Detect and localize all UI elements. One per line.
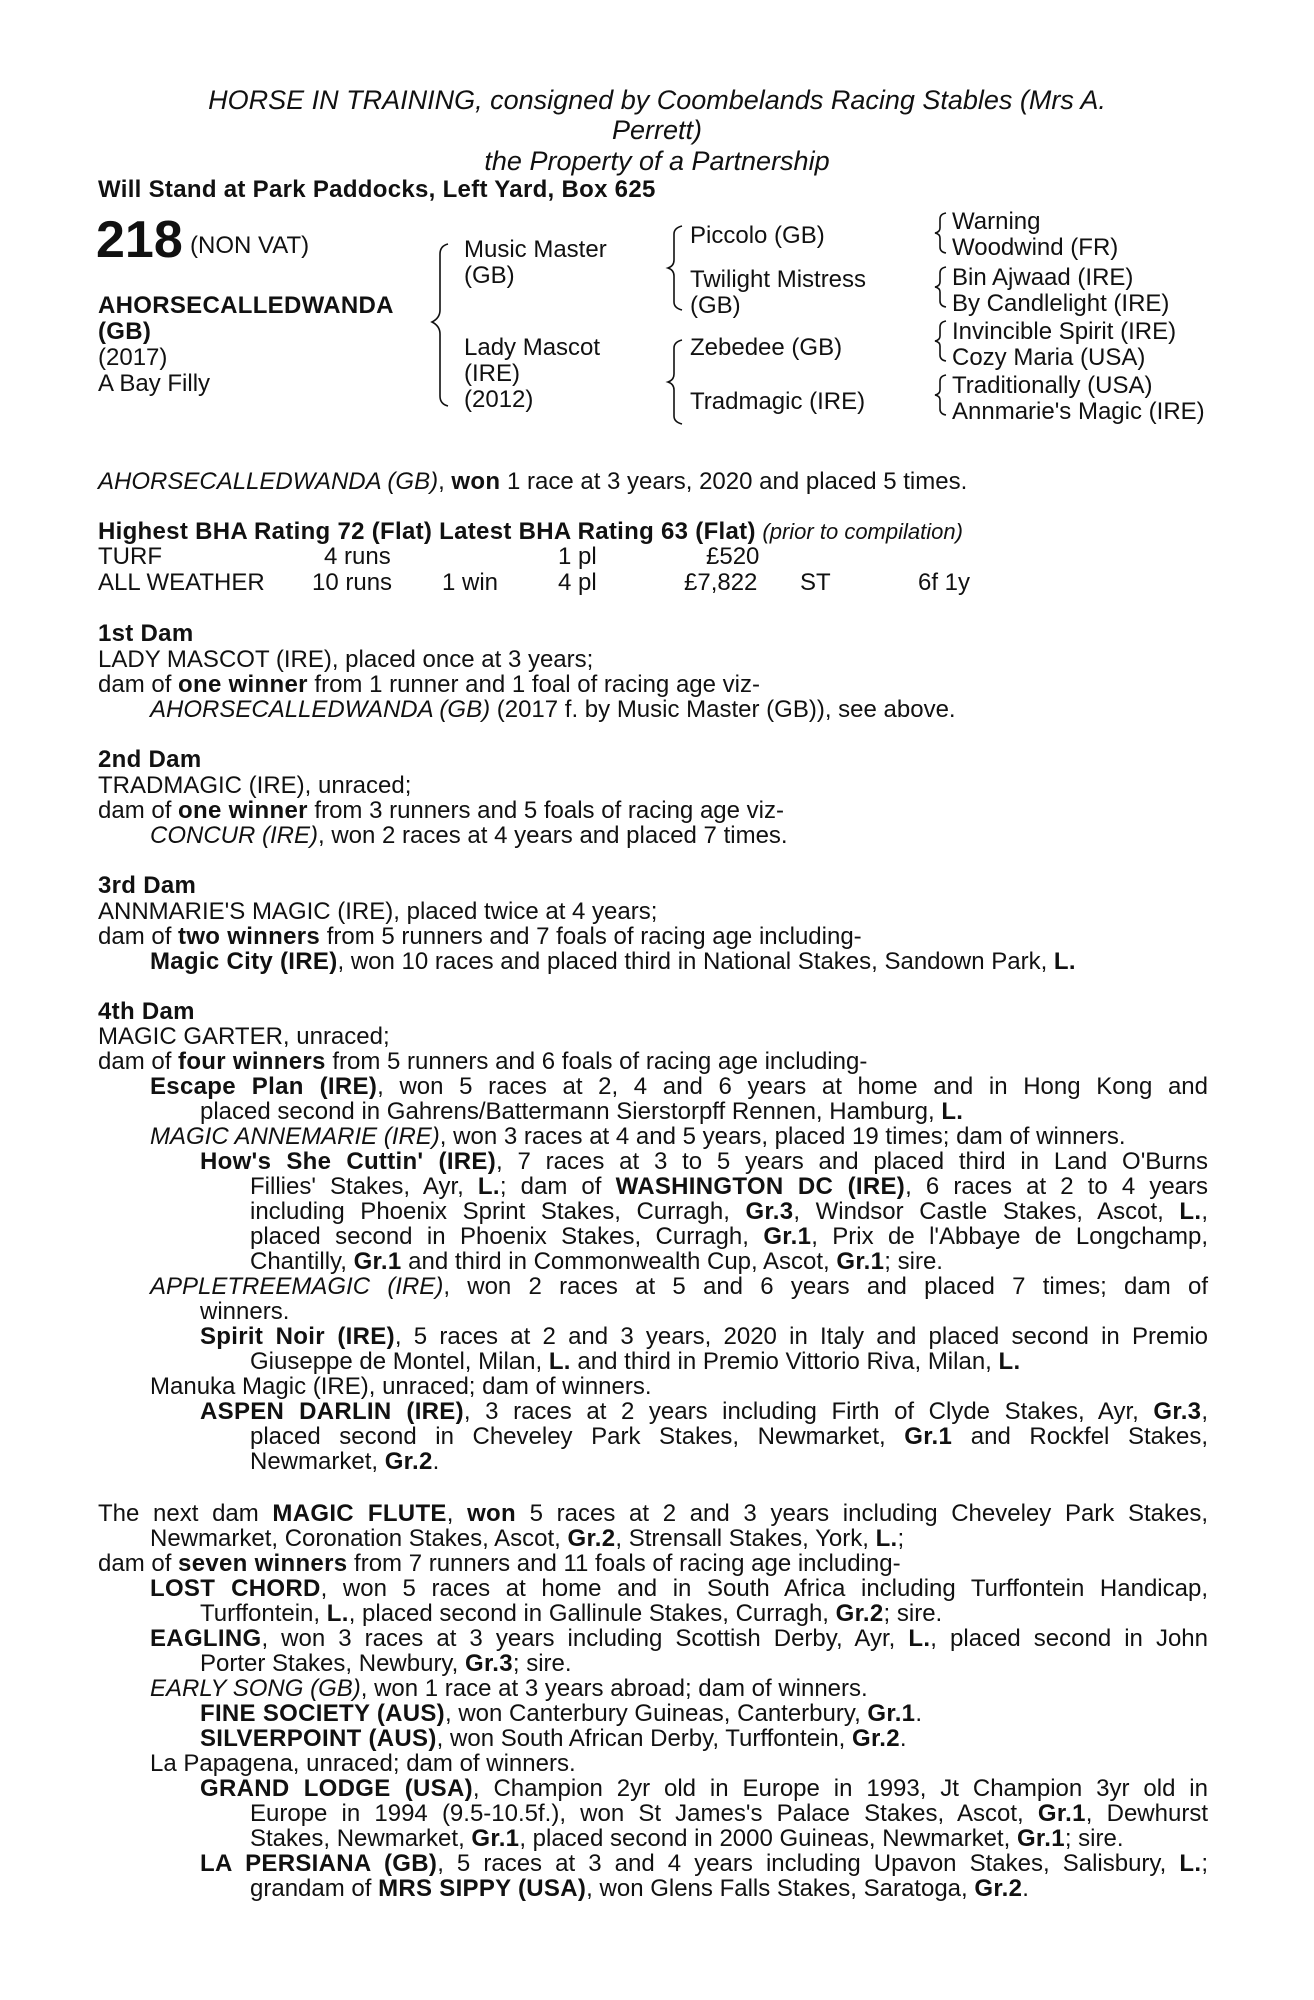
dam2-heading: 2nd Dam — [98, 746, 202, 773]
nextdam-grand-line1: GRAND LODGE (USA), Champion 2yr old in Europe in 1993, Jt Champion 3yr old in — [200, 1775, 1208, 1802]
dam4-escape-line2: placed second in Gahrens/Battermann Sierstorpff Rennen, Hamburg, L. — [200, 1098, 964, 1125]
pedigree-sire-dam-line2: (GB) — [690, 292, 741, 319]
pedigree-g3-3: By Candlelight (IRE) — [952, 290, 1170, 317]
pedigree-brace-g3-2 — [936, 264, 950, 310]
pedigree-dam-line3: (2012) — [464, 386, 534, 413]
nextdam-persiana-line2: grandam of MRS SIPPY (USA), won Glens Falls Stakes, Saratoga, Gr.2. — [250, 1875, 1029, 1902]
pedigree-brace-g3-4 — [936, 372, 950, 418]
dam4-spirit-line2: Giuseppe de Montel, Milan, L. and third in Premio Vittorio Riva, Milan, L. — [250, 1348, 1021, 1375]
nextdam-la-papagena: La Papagena, unraced; dam of winners. — [150, 1750, 576, 1777]
nextdam-line1: The next dam MAGIC FLUTE, won 5 races at 2 and 3 years including Cheveley Park Stakes, — [98, 1500, 1208, 1527]
record-aw-wins: 1 win — [442, 569, 499, 596]
record-aw-surface: ALL WEATHER — [98, 569, 265, 596]
pedigree-brace-g3-1 — [936, 210, 950, 256]
dam4-escape-line1: Escape Plan (IRE), won 5 races at 2, 4 and 6 years at home and in Hong Kong and — [150, 1073, 1208, 1100]
pedigree-dam-line1: Lady Mascot — [464, 334, 601, 361]
pedigree-g3-5: Cozy Maria (USA) — [952, 344, 1146, 371]
dam4-annemarie: MAGIC ANNEMARIE (IRE), won 3 races at 4 and 5 years, placed 19 times; dam of winners. — [150, 1123, 1126, 1150]
nextdam-eagling-line2: Porter Stakes, Newbury, Gr.3; sire. — [200, 1650, 572, 1677]
nextdam-grand-line2: Europe in 1994 (9.5-10.5f.), won St James's Palace Stakes, Ascot, Gr.1, Dewhurst — [250, 1800, 1208, 1827]
nextdam-eagling-line1: EAGLING, won 3 races at 3 years including Scottish Derby, Ayr, L., placed second in John — [150, 1625, 1208, 1652]
lot-name-line2: (GB) — [98, 318, 152, 345]
nextdam-early-song: EARLY SONG (GB), won 1 race at 3 years abroad; dam of winners. — [150, 1675, 868, 1702]
lot-year: (2017) — [98, 344, 168, 371]
record-turf-placed: 1 pl — [558, 543, 597, 570]
pedigree-sire-line1: Music Master — [464, 236, 607, 263]
pedigree-dam-sire: Zebedee (GB) — [690, 334, 843, 361]
pedigree-brace-sire — [670, 222, 688, 312]
dam3-line1: ANNMARIE'S MAGIC (IRE), placed twice at 4 years; — [98, 898, 658, 925]
dam4-line2: dam of four winners from 5 runners and 6 foals of racing age including- — [98, 1048, 868, 1075]
pedigree-g3-0: Warning — [952, 208, 1041, 235]
dam3-line3: Magic City (IRE), won 10 races and placed third in National Stakes, Sandown Park, L. — [150, 948, 1076, 975]
nextdam-grand-line3: Stakes, Newmarket, Gr.1, placed second in 2000 Guineas, Newmarket, Gr.1; sire. — [250, 1825, 1124, 1852]
nextdam-silverpoint: SILVERPOINT (AUS), won South African Derby, Turffontein, Gr.2. — [200, 1725, 907, 1752]
record-turf-surface: TURF — [98, 543, 162, 570]
record-aw-runs: 10 runs — [312, 569, 393, 596]
header-title-line3: the Property of a Partnership — [484, 146, 830, 176]
dam4-aspen-line3: Newmarket, Gr.2. — [250, 1448, 440, 1475]
lot-name-line1: AHORSECALLEDWANDA — [98, 292, 394, 319]
pedigree-g3-2: Bin Ajwaad (IRE) — [952, 264, 1134, 291]
pedigree-sire-sire: Piccolo (GB) — [690, 222, 825, 249]
dam1-line1: LADY MASCOT (IRE), placed once at 3 years; — [98, 646, 594, 673]
header-location: Will Stand at Park Paddocks, Left Yard, Box 625 — [98, 176, 656, 203]
pedigree-brace-g3-3 — [936, 318, 950, 364]
pedigree-g3-7: Annmarie's Magic (IRE) — [952, 398, 1205, 425]
rating-line: Highest BHA Rating 72 (Flat) Latest BHA Rating 63 (Flat) (prior to compilation) — [98, 518, 963, 545]
dam4-hows-line5: Chantilly, Gr.1 and third in Commonwealth Cup, Ascot, Gr.1; sire. — [250, 1248, 943, 1275]
dam4-line1: MAGIC GARTER, unraced; — [98, 1023, 390, 1050]
dam2-line2: dam of one winner from 3 runners and 5 foals of racing age viz- — [98, 797, 784, 824]
header-title-line1: HORSE IN TRAINING, consigned by Coombelands Racing Stables (Mrs A. — [208, 85, 1106, 115]
pedigree-g3-4: Invincible Spirit (IRE) — [952, 318, 1177, 345]
dam3-heading: 3rd Dam — [98, 872, 197, 899]
dam4-hows-line1: How's She Cuttin' (IRE), 7 races at 3 to 5 years and placed third in Land O'Burns — [200, 1148, 1208, 1175]
lot-description: A Bay Filly — [98, 370, 211, 397]
dam2-line1: TRADMAGIC (IRE), unraced; — [98, 772, 412, 799]
dam4-hows-line2: Fillies' Stakes, Ayr, L.; dam of WASHINGTON DC (IRE), 6 races at 2 to 4 years — [250, 1173, 1209, 1200]
nextdam-line2: Newmarket, Coronation Stakes, Ascot, Gr.2, Strensall Stakes, York, L.; — [150, 1525, 905, 1552]
dam4-hows-line3: including Phoenix Sprint Stakes, Curragh, Gr.3, Windsor Castle Stakes, Ascot, L., — [250, 1198, 1208, 1225]
dam4-apple-line2: winners. — [200, 1298, 290, 1325]
nextdam-lost-line1: LOST CHORD, won 5 races at home and in South Africa including Turffontein Handicap, — [150, 1575, 1208, 1602]
lot-number: 218 — [96, 211, 183, 269]
record-turf-earnings: £520 — [706, 543, 760, 570]
nextdam-fine-society: FINE SOCIETY (AUS), won Canterbury Guineas, Canterbury, Gr.1. — [200, 1700, 922, 1727]
pedigree-brace-main — [436, 240, 456, 410]
pedigree-dam-line2: (IRE) — [464, 360, 520, 387]
race-summary: AHORSECALLEDWANDA (GB), won 1 race at 3 years, 2020 and placed 5 times. — [98, 468, 968, 495]
dam2-line3: CONCUR (IRE), won 2 races at 4 years and placed 7 times. — [150, 822, 788, 849]
dam4-apple-line1: APPLETREEMAGIC (IRE), won 2 races at 5 and 6 years and placed 7 times; dam of — [150, 1273, 1208, 1300]
lot-vat: (NON VAT) — [190, 232, 310, 259]
pedigree-g3-1: Woodwind (FR) — [952, 234, 1119, 261]
record-aw-distance: 6f 1y — [918, 569, 971, 596]
dam4-spirit-line1: Spirit Noir (IRE), 5 races at 2 and 3 years, 2020 in Italy and placed second in Premio — [200, 1323, 1209, 1350]
record-aw-earnings: £7,822 — [684, 569, 758, 596]
dam3-line2: dam of two winners from 5 runners and 7 foals of racing age including- — [98, 923, 862, 950]
dam4-heading: 4th Dam — [98, 998, 195, 1025]
pedigree-g3-6: Traditionally (USA) — [952, 372, 1153, 399]
dam4-aspen-line1: ASPEN DARLIN (IRE), 3 races at 2 years including Firth of Clyde Stakes, Ayr, Gr.3, — [200, 1398, 1208, 1425]
nextdam-persiana-line1: LA PERSIANA (GB), 5 races at 3 and 4 years including Upavon Stakes, Salisbury, L.; — [200, 1850, 1209, 1877]
record-aw-placed: 4 pl — [558, 569, 597, 596]
nextdam-lost-line2: Turffontein, L., placed second in Gallinule Stakes, Curragh, Gr.2; sire. — [200, 1600, 943, 1627]
dam4-aspen-line2: placed second in Cheveley Park Stakes, Newmarket, Gr.1 and Rockfel Stakes, — [250, 1423, 1208, 1450]
pedigree-brace-dam — [670, 336, 688, 426]
pedigree-dam-dam: Tradmagic (IRE) — [690, 388, 866, 415]
dam1-line3: AHORSECALLEDWANDA (GB) (2017 f. by Music Master (GB)), see above. — [150, 696, 956, 723]
pedigree-sire-line2: (GB) — [464, 262, 515, 289]
record-turf-runs: 4 runs — [324, 543, 391, 570]
dam4-hows-line4: placed second in Phoenix Stakes, Curragh, Gr.1, Prix de l'Abbaye de Longchamp, — [250, 1223, 1208, 1250]
dam1-heading: 1st Dam — [98, 620, 194, 647]
nextdam-line3: dam of seven winners from 7 runners and 11 foals of racing age including- — [98, 1550, 901, 1577]
pedigree-sire-dam-line1: Twilight Mistress — [690, 266, 867, 293]
dam1-line2: dam of one winner from 1 runner and 1 foal of racing age viz- — [98, 671, 760, 698]
record-aw-code: ST — [800, 569, 831, 596]
dam4-manuka: Manuka Magic (IRE), unraced; dam of winners. — [150, 1373, 652, 1400]
header-title-line2: Perrett) — [611, 115, 703, 145]
